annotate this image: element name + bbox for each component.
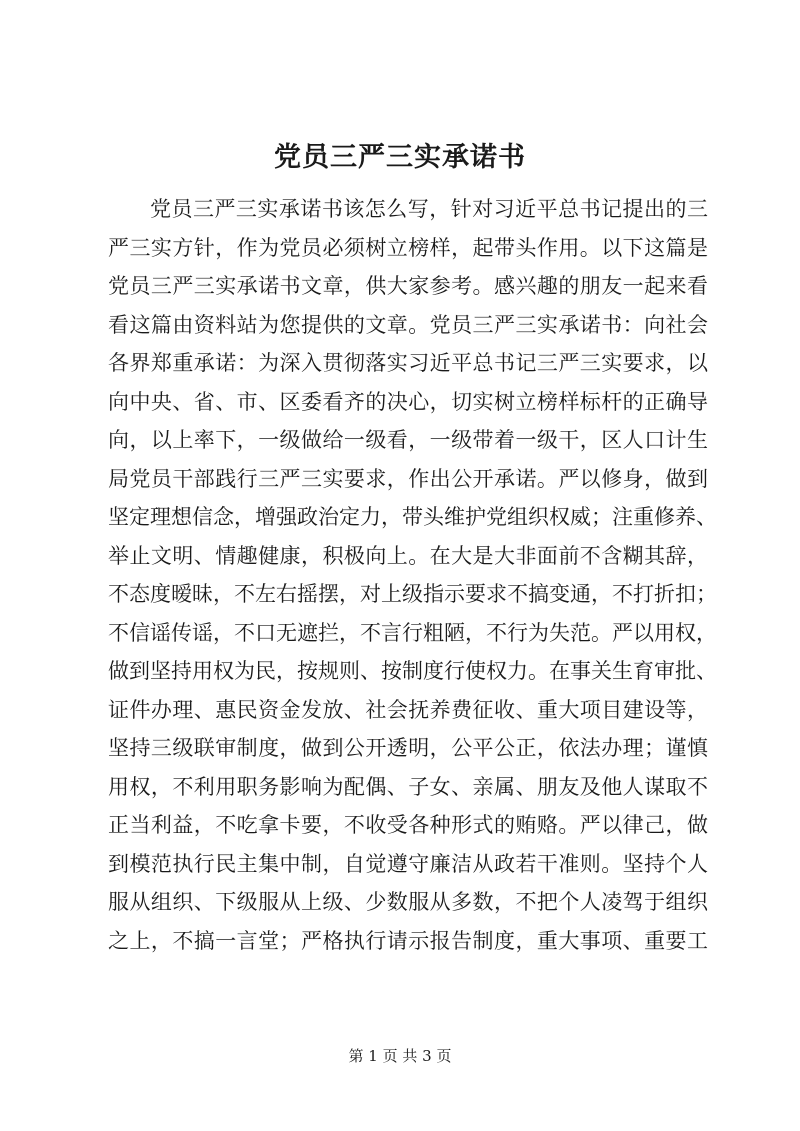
body-line: 不态度暧昧，不左右摇摆，对上级指示要求不搞变通，不打折扣； xyxy=(108,582,717,606)
body-line: 局党员干部践行三严三实要求，作出公开承诺。严以修身，做到 xyxy=(108,466,708,491)
body-line: 向中央、省、市、区委看齐的决心，切实树立榜样标杆的正确导 xyxy=(108,389,708,414)
body-line: 不信谣传谣，不口无遮拦，不言行粗陋，不行为失范。严以用权， xyxy=(108,620,717,645)
body-line: 正当利益，不吃拿卡要，不收受各种形式的贿赂。严以律己，做 xyxy=(108,813,708,837)
body-line: 坚持三级联审制度，做到公开透明，公平公正，依法办理；谨慎 xyxy=(108,736,708,760)
body-line: 举止文明、情趣健康，积极向上。在大是大非面前不含糊其辞， xyxy=(108,543,708,568)
body-line: 做到坚持用权为民，按规则、按制度行使权力。在事关生育审批、 xyxy=(108,659,717,683)
body-line: 之上，不搞一言堂；严格执行请示报告制度，重大事项、重要工 xyxy=(108,928,708,953)
body-line: 用权，不利用职务影响为配偶、子女、亲属、朋友及他人谋取不 xyxy=(108,774,708,799)
document-body xyxy=(108,190,717,960)
body-line: 证件办理、惠民资金发放、社会抚养费征收、重大项目建设等， xyxy=(108,697,708,722)
body-line: 向，以上率下，一级做给一级看，一级带着一级干，区人口计生 xyxy=(108,428,708,452)
body-line: 党员三严三实承诺书该怎么写，针对习近平总书记提出的三 xyxy=(150,197,708,221)
page-number: 第 1 页 共 3 页 xyxy=(348,1047,452,1065)
body-line: 严三实方针，作为党员必须树立榜样，起带头作用。以下这篇是 xyxy=(108,235,708,260)
body-line: 服从组织、下级服从上级、少数服从多数，不把个人凌驾于组织 xyxy=(108,890,708,914)
document-title: 党员三严三实承诺书 xyxy=(274,142,526,173)
body-line: 到模范执行民主集中制，自觉遵守廉洁从政若干准则。坚持个人 xyxy=(108,851,708,876)
body-line: 党员三严三实承诺书文章，供大家参考。感兴趣的朋友一起来看 xyxy=(108,274,708,298)
body-line: 坚定理想信念，增强政治定力，带头维护党组织权威；注重修养、 xyxy=(108,505,717,529)
body-line: 看这篇由资料站为您提供的文章。党员三严三实承诺书：向社会 xyxy=(108,312,708,337)
body-line: 各界郑重承诺：为深入贯彻落实习近平总书记三严三实要求，以 xyxy=(108,351,708,375)
